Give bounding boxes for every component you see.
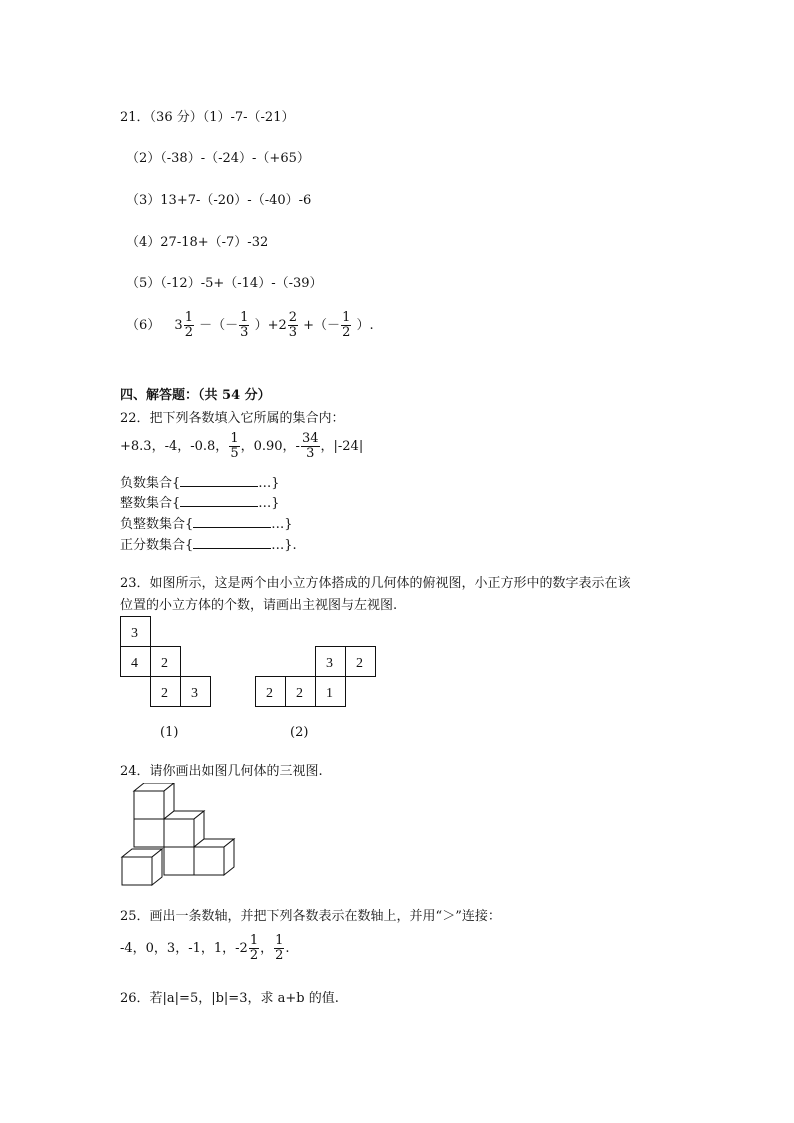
q23-line1: 23．如图所示，这是两个由小立方体搭成的几何体的俯视图，小正方形中的数字表示在该 (120, 576, 631, 591)
answer-blank-2[interactable] (180, 493, 258, 507)
section-heading: 四、解答题：（共 54 分） (120, 388, 271, 403)
fig2-cell-2: 2 (266, 686, 273, 701)
q22-set-positive-fraction (120, 535, 297, 555)
q22-set-negative (120, 473, 280, 493)
fig1-cell-1: 4 (131, 656, 138, 671)
q25-sep: ， (260, 941, 274, 956)
fraction-1-5: $\frac{1}{5}$ (230, 431, 239, 461)
fig2-cell-3: 2 (296, 686, 303, 701)
q22-set3-label: 负整数集合{ (120, 517, 194, 532)
cube-stack-figure (118, 783, 240, 889)
q23-line2: 位置的小立方体的个数，请画出主视图与左视图. (120, 598, 398, 613)
top-view-figure-2 (252, 642, 380, 710)
q22-set4-end: …}. (271, 538, 297, 553)
q21-part4: （4）27-18+（-7）-32 (126, 235, 269, 250)
q22-set1-end: …} (258, 476, 280, 491)
q22-set-negative-integer (120, 514, 293, 534)
q22-set2-end: …} (258, 496, 280, 511)
fig2-caption: (2) (290, 725, 309, 740)
q22-nums-c: ，|-24| (320, 439, 364, 454)
q21-part6-whole1: 3 (174, 318, 183, 333)
top-view-figure-1 (115, 612, 215, 710)
q26-title: 26．若|a|=5，|b|=3，求 a+b 的值. (120, 991, 339, 1006)
q22-nums-b: ，0.90， (240, 439, 296, 454)
q25-numbers (120, 934, 290, 963)
q21-part6-op3: +（－ (303, 318, 341, 333)
q22-set-integer (120, 493, 280, 513)
fig2-cell-4: 1 (326, 686, 333, 701)
q21-part3: （3）13+7-（-20）-（-40）-6 (126, 193, 312, 208)
q22-numbers (120, 432, 363, 461)
answer-blank-4[interactable] (193, 535, 271, 549)
fig2-cell-0: 3 (326, 656, 333, 671)
fraction-1-2c: $\frac{1}{2}$ (249, 933, 259, 963)
q22-title: 22．把下列各数填入它所属的集合内： (120, 411, 345, 426)
q21-part6-label: （6） (126, 318, 161, 333)
q24-title: 24．请你画出如图几何体的三视图. (120, 764, 323, 779)
answer-blank-3[interactable] (193, 514, 271, 528)
q22-set3-end: …} (271, 517, 293, 532)
fraction-1-3: $\frac{1}{3}$ (240, 310, 249, 340)
fraction-1-2d: $\frac{1}{2}$ (275, 933, 284, 963)
q25-title: 25．画出一条数轴，并把下列各数表示在数轴上，并用“＞”连接： (120, 909, 501, 924)
fraction-1-2: $\frac{1}{2}$ (184, 310, 193, 340)
q22-set2-label: 整数集合{ (120, 496, 181, 511)
q21-part6-end: ）. (356, 318, 374, 333)
q25-nums: -4，0，3，-1，1，-2 (120, 941, 248, 956)
q22-set1-label: 负数集合{ (120, 476, 181, 491)
fraction-34-3: $\frac{34}{3}$ (301, 431, 319, 461)
fraction-2-3: $\frac{2}{3}$ (288, 310, 298, 340)
fig1-caption: (1) (160, 725, 179, 740)
q22-set4-label: 正分数集合{ (120, 538, 194, 553)
q22-frac2-sign: - (295, 439, 300, 454)
q21-part6-op1: －（－ (199, 318, 239, 333)
q21-part5: （5）（-12）-5+（-14）-（-39） (126, 276, 323, 291)
fig1-cell-4: 3 (191, 686, 198, 701)
q21-title: 21．（36 分）（1）-7-（-21） (120, 110, 295, 125)
q21-part2: （2）（-38）-（-24）-（+65） (126, 151, 310, 166)
fig1-cell-0: 3 (131, 626, 138, 641)
q21-part6-op2: ）+2 (254, 318, 287, 333)
fig2-cell-1: 2 (356, 656, 363, 671)
fig1-cell-2: 2 (161, 656, 168, 671)
q22-nums-a: +8.3，-4，-0.8， (120, 439, 229, 454)
q25-end: . (285, 941, 290, 956)
fig1-cell-3: 2 (161, 686, 168, 701)
fraction-1-2b: $\frac{1}{2}$ (342, 310, 351, 340)
answer-blank-1[interactable] (180, 473, 258, 487)
q21-part6 (126, 311, 374, 340)
